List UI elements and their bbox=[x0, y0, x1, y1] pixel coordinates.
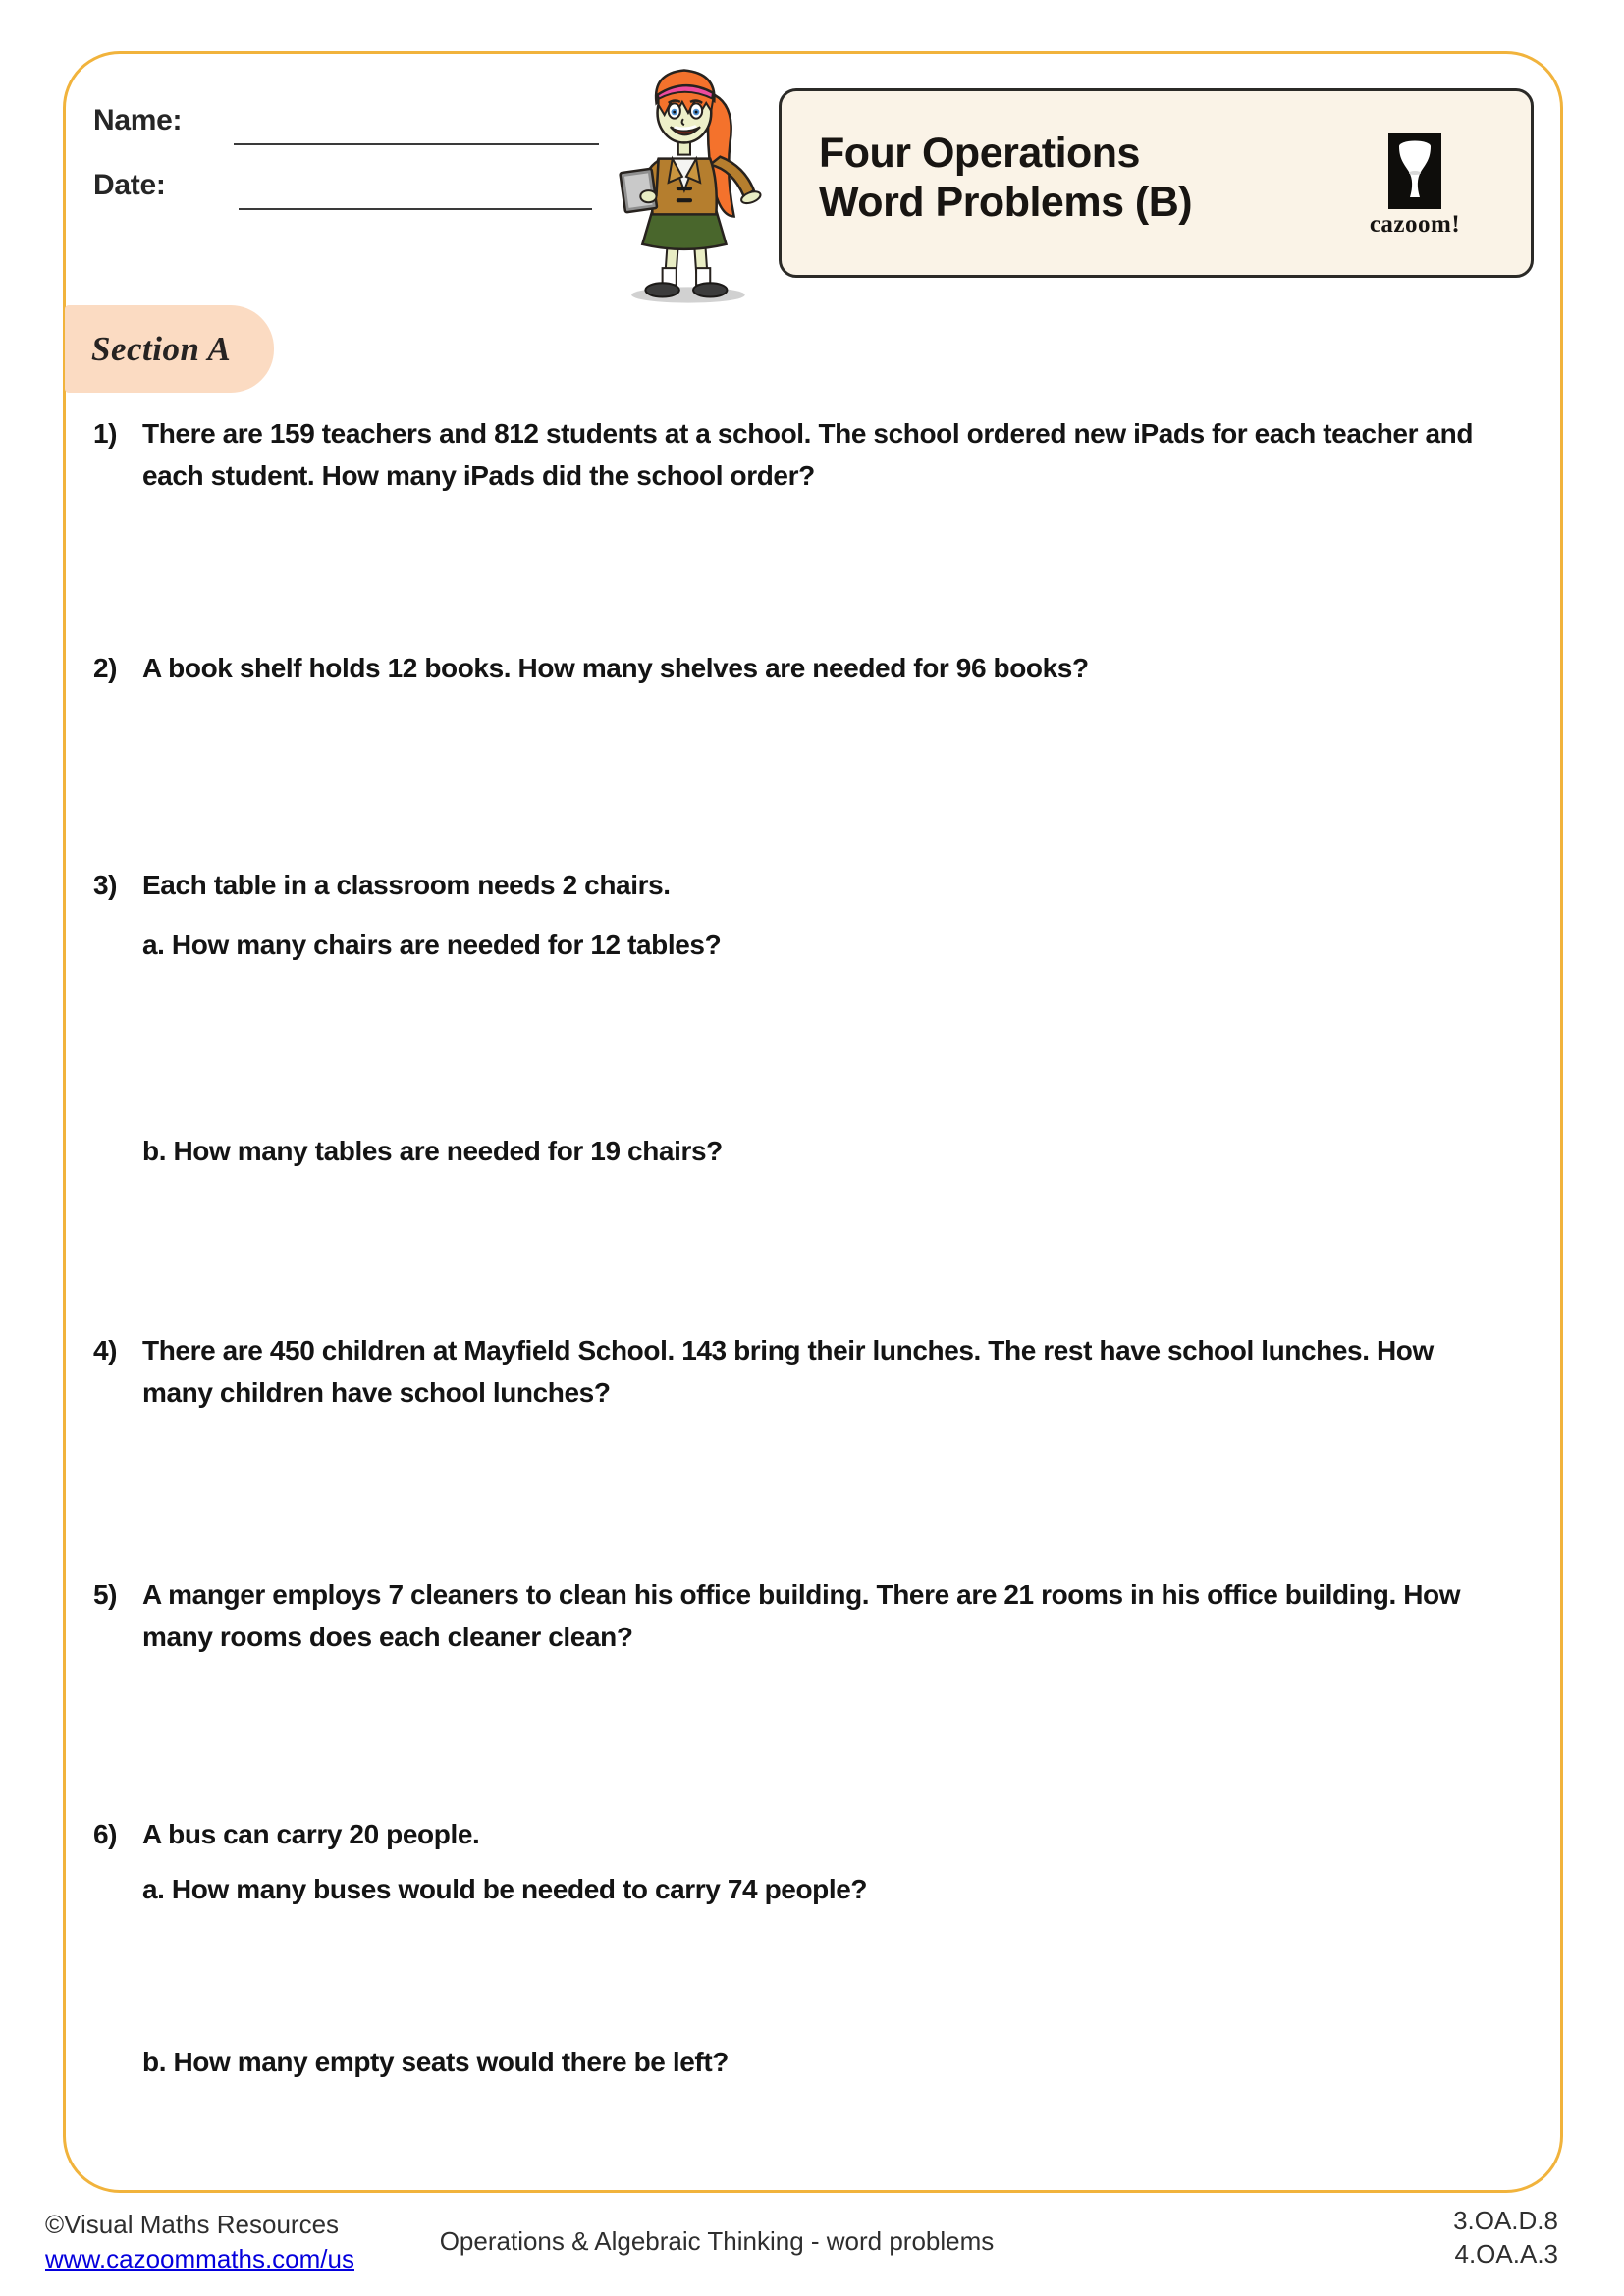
section-a-tab bbox=[65, 305, 274, 393]
problem-2-number: 2) bbox=[93, 653, 118, 683]
cazoommaths-link[interactable]: www.cazoommaths.com/us bbox=[45, 2244, 354, 2273]
problem-3-part-a: a. How many chairs are needed for 12 tables? bbox=[142, 930, 722, 960]
standard-code-2: 4.OA.A.3 bbox=[1454, 2239, 1558, 2269]
problem-1-text: There are 159 teachers and 812 students at a school. The school ordered new iPads for each teacher and each student. How many iPads did the school order? bbox=[142, 418, 1474, 491]
problem-2-text: A book shelf holds 12 books. How many shelves are needed for 96 books? bbox=[142, 653, 1089, 683]
problem-2 bbox=[93, 647, 1488, 689]
problem-5 bbox=[93, 1574, 1488, 1658]
name-blank-line bbox=[234, 143, 599, 145]
cazoom-logo bbox=[1356, 133, 1474, 239]
teacher-girl-icon bbox=[617, 65, 766, 304]
problem-4 bbox=[93, 1329, 1488, 1414]
copyright-text: ©Visual Maths Resources bbox=[45, 2210, 340, 2239]
teacher-girl-illustration bbox=[617, 65, 766, 304]
problem-4-text: There are 450 children at Mayfield School. 143 bring their lunches. The rest have school lunches. How many children have school lunches? bbox=[142, 1335, 1434, 1408]
problem-4-number: 4) bbox=[93, 1335, 118, 1365]
problem-1-number: 1) bbox=[93, 418, 118, 449]
problem-6-text: A bus can carry 20 people. bbox=[142, 1819, 480, 1849]
problem-5-text: A manger employs 7 cleaners to clean his office building. There are 21 rooms in his office building. How many rooms does each cleaner clean? bbox=[142, 1579, 1461, 1652]
section-a-label: Section A bbox=[91, 329, 232, 368]
worksheet-title bbox=[819, 129, 1192, 227]
standards-codes bbox=[1453, 2204, 1558, 2270]
date-label: Date: bbox=[93, 169, 166, 201]
title-line-2: Word Problems (B) bbox=[819, 179, 1193, 226]
title-box bbox=[779, 88, 1534, 278]
problem-6-number: 6) bbox=[93, 1819, 118, 1849]
title-line-1: Four Operations bbox=[819, 130, 1140, 177]
problem-6 bbox=[93, 1813, 1488, 1855]
date-blank-line bbox=[239, 208, 592, 210]
cazoom-logo-text: cazoom! bbox=[1369, 211, 1461, 238]
problem-3-text: Each table in a classroom needs 2 chairs. bbox=[142, 870, 671, 900]
footer-topic-text: Operations & Algebraic Thinking - word problems bbox=[439, 2226, 995, 2256]
problem-3-part-b: b. How many tables are needed for 19 chairs? bbox=[142, 1136, 723, 1166]
standard-code-1: 3.OA.D.8 bbox=[1453, 2206, 1558, 2235]
name-label: Name: bbox=[93, 104, 183, 136]
problem-3 bbox=[93, 864, 1488, 906]
djembe-drum-icon bbox=[1388, 133, 1441, 209]
problem-6-part-a: a. How many buses would be needed to carry 74 people? bbox=[142, 1874, 868, 1904]
problem-1 bbox=[93, 412, 1488, 497]
problem-6-part-b: b. How many empty seats would there be left? bbox=[142, 2047, 729, 2077]
problem-3-number: 3) bbox=[93, 870, 118, 900]
problem-5-number: 5) bbox=[93, 1579, 118, 1610]
